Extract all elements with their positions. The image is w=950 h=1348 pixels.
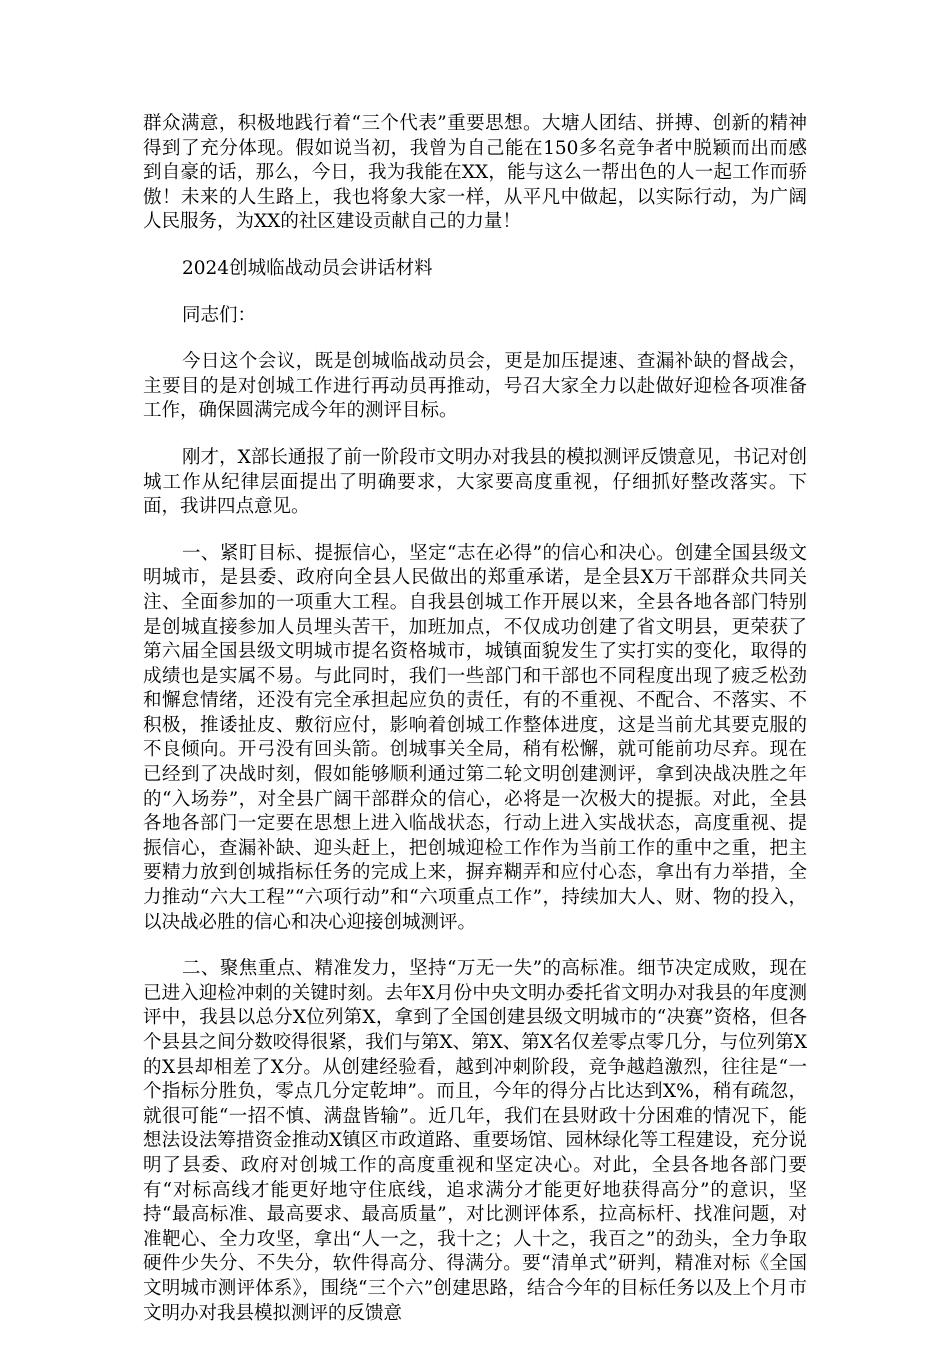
salutation: 同志们： [182, 304, 257, 326]
body-paragraph-point-two: 二、聚焦重点、精准发力，坚持“万无一失”的高标准。细节决定成败，现在已进入迎检冲刺的关键时刻。去年X月份中央文明办委托省文明办对我县的年度测评中，我县以总分X位列第X，拿到了全国创建县级文明城市的“决赛”资格，但各个县县之间分数咬得很紧，我们与第X、第X、第X名仅差零点零几分，与位列第X的X县却相差了X分。从创建经验看，越到冲刺阶段，竞争越趋激烈，往往是“一个指标分胜负，零点几分定乾坤”。而且，今年的得分占比达到X%，稍有疏忽，就很可能“一招不慎、满盘皆输”。近几年，我们在县财政十分困难的情况下，能想法设法筹措资金推动X镇区市政道路、重要场馆、园林绿化等工程建设，充分说明了县委、政府对创城工作的高度重视和坚定决心。对此，全县各地各部门要有“对标高线才能更好地守住底线，追求满分才能更好地获得高分”的意识，坚持“最高标准、最高要求、最高质量”，对比测评体系，拉高标杆、找准问题，对准靶心、全力攻坚，拿出“人一之，我十之；人十之，我百之”的劲头，全力争取硬件少失分、不失分，软件得高分、得满分。要“清单式”研判，精准对标《全国文明城市测评体系》，围绕“三个六”创建思路，结合今年的目标任务以及上个月市文明办对我县模拟测评的反馈意 [143, 958, 807, 1324]
body-paragraph-remarks: 刚才，X部长通报了前一阶段市文明办对我县的模拟测评反馈意见，书记对创城工作从纪律层面提出了明确要求，大家要高度重视，仔细抓好整改落实。下面，我讲四点意见。 [143, 446, 807, 518]
body-paragraph-point-one: 一、紧盯目标、提振信心，坚定“志在必得”的信心和决心。创建全国县级文明城市，是县委、政府向全县人民做出的郑重承诺，是全县X万干部群众共同关注、全面参加的一项重大工程。自我县创城工作开展以来，全县各地各部门特别是创城直接参加人员埋头苦干，加班加点，不仅成功创建了省文明县，更荣获了第六届全国县级文明城市提名资格城市，城镇面貌发生了实打实的变化，取得的成绩也是实属不易。与此同时，我们一些部门和干部也不同程度出现了疲乏松劲和懈怠情绪，还没有完全承担起应负的责任，有的不重视、不配合、不落实、不积极，推诿扯皮、敷衍应付，影响着创城工作整体进度，这是当前尤其要克服的不良倾向。开弓没有回头箭。创城事关全局，稍有松懈，就可能前功尽弃。现在已经到了决战时刻，假如能够顺利通过第二轮文明创建测评，拿到决战决胜之年的“入场券”，对全县广阔干部群众的信心，必将是一次极大的提振。对此，全县各地各部门一定要在思想上进入临战状态，行动上进入实战状态，高度重视、提振信心，查漏补缺、迎头赶上，把创城迎检工作作为当前工作的重中之重，把主要精力放到创城指标任务的完成上来，摒弃糊弄和应付心态，拿出有力举措，全力推动“六大工程”“六项行动”和“六项重点工作”，持续加大人、财、物的投入，以决战必胜的信心和决心迎接创城测评。 [143, 542, 807, 933]
document-page [143, 112, 807, 1348]
body-paragraph-opening: 今日这个会议，既是创城临战动员会，更是加压提速、查漏补缺的督战会，主要目的是对创城工作进行再动员再推动，号召大家全力以赴做好迎检各项准备工作，确保圆满完成今年的测评目标。 [143, 351, 807, 422]
speech-title: 2024创城临战动员会讲话材料 [182, 257, 433, 279]
intro-paragraph: 群众满意，积极地践行着“三个代表”重要思想。大塘人团结、拼搏、创新的精神得到了充分体现。假如说当初，我曾为自己能在150多名竞争者中脱颖而出而感到自豪的话，那么，今日，我为我能在XX，能与这么一帮出色的人一起工作而骄傲！未来的人生路上，我也将象大家一样，从平凡中做起，以实际行动，为广阔人民服务，为XX的社区建设贡献自己的力量！ [143, 113, 807, 233]
